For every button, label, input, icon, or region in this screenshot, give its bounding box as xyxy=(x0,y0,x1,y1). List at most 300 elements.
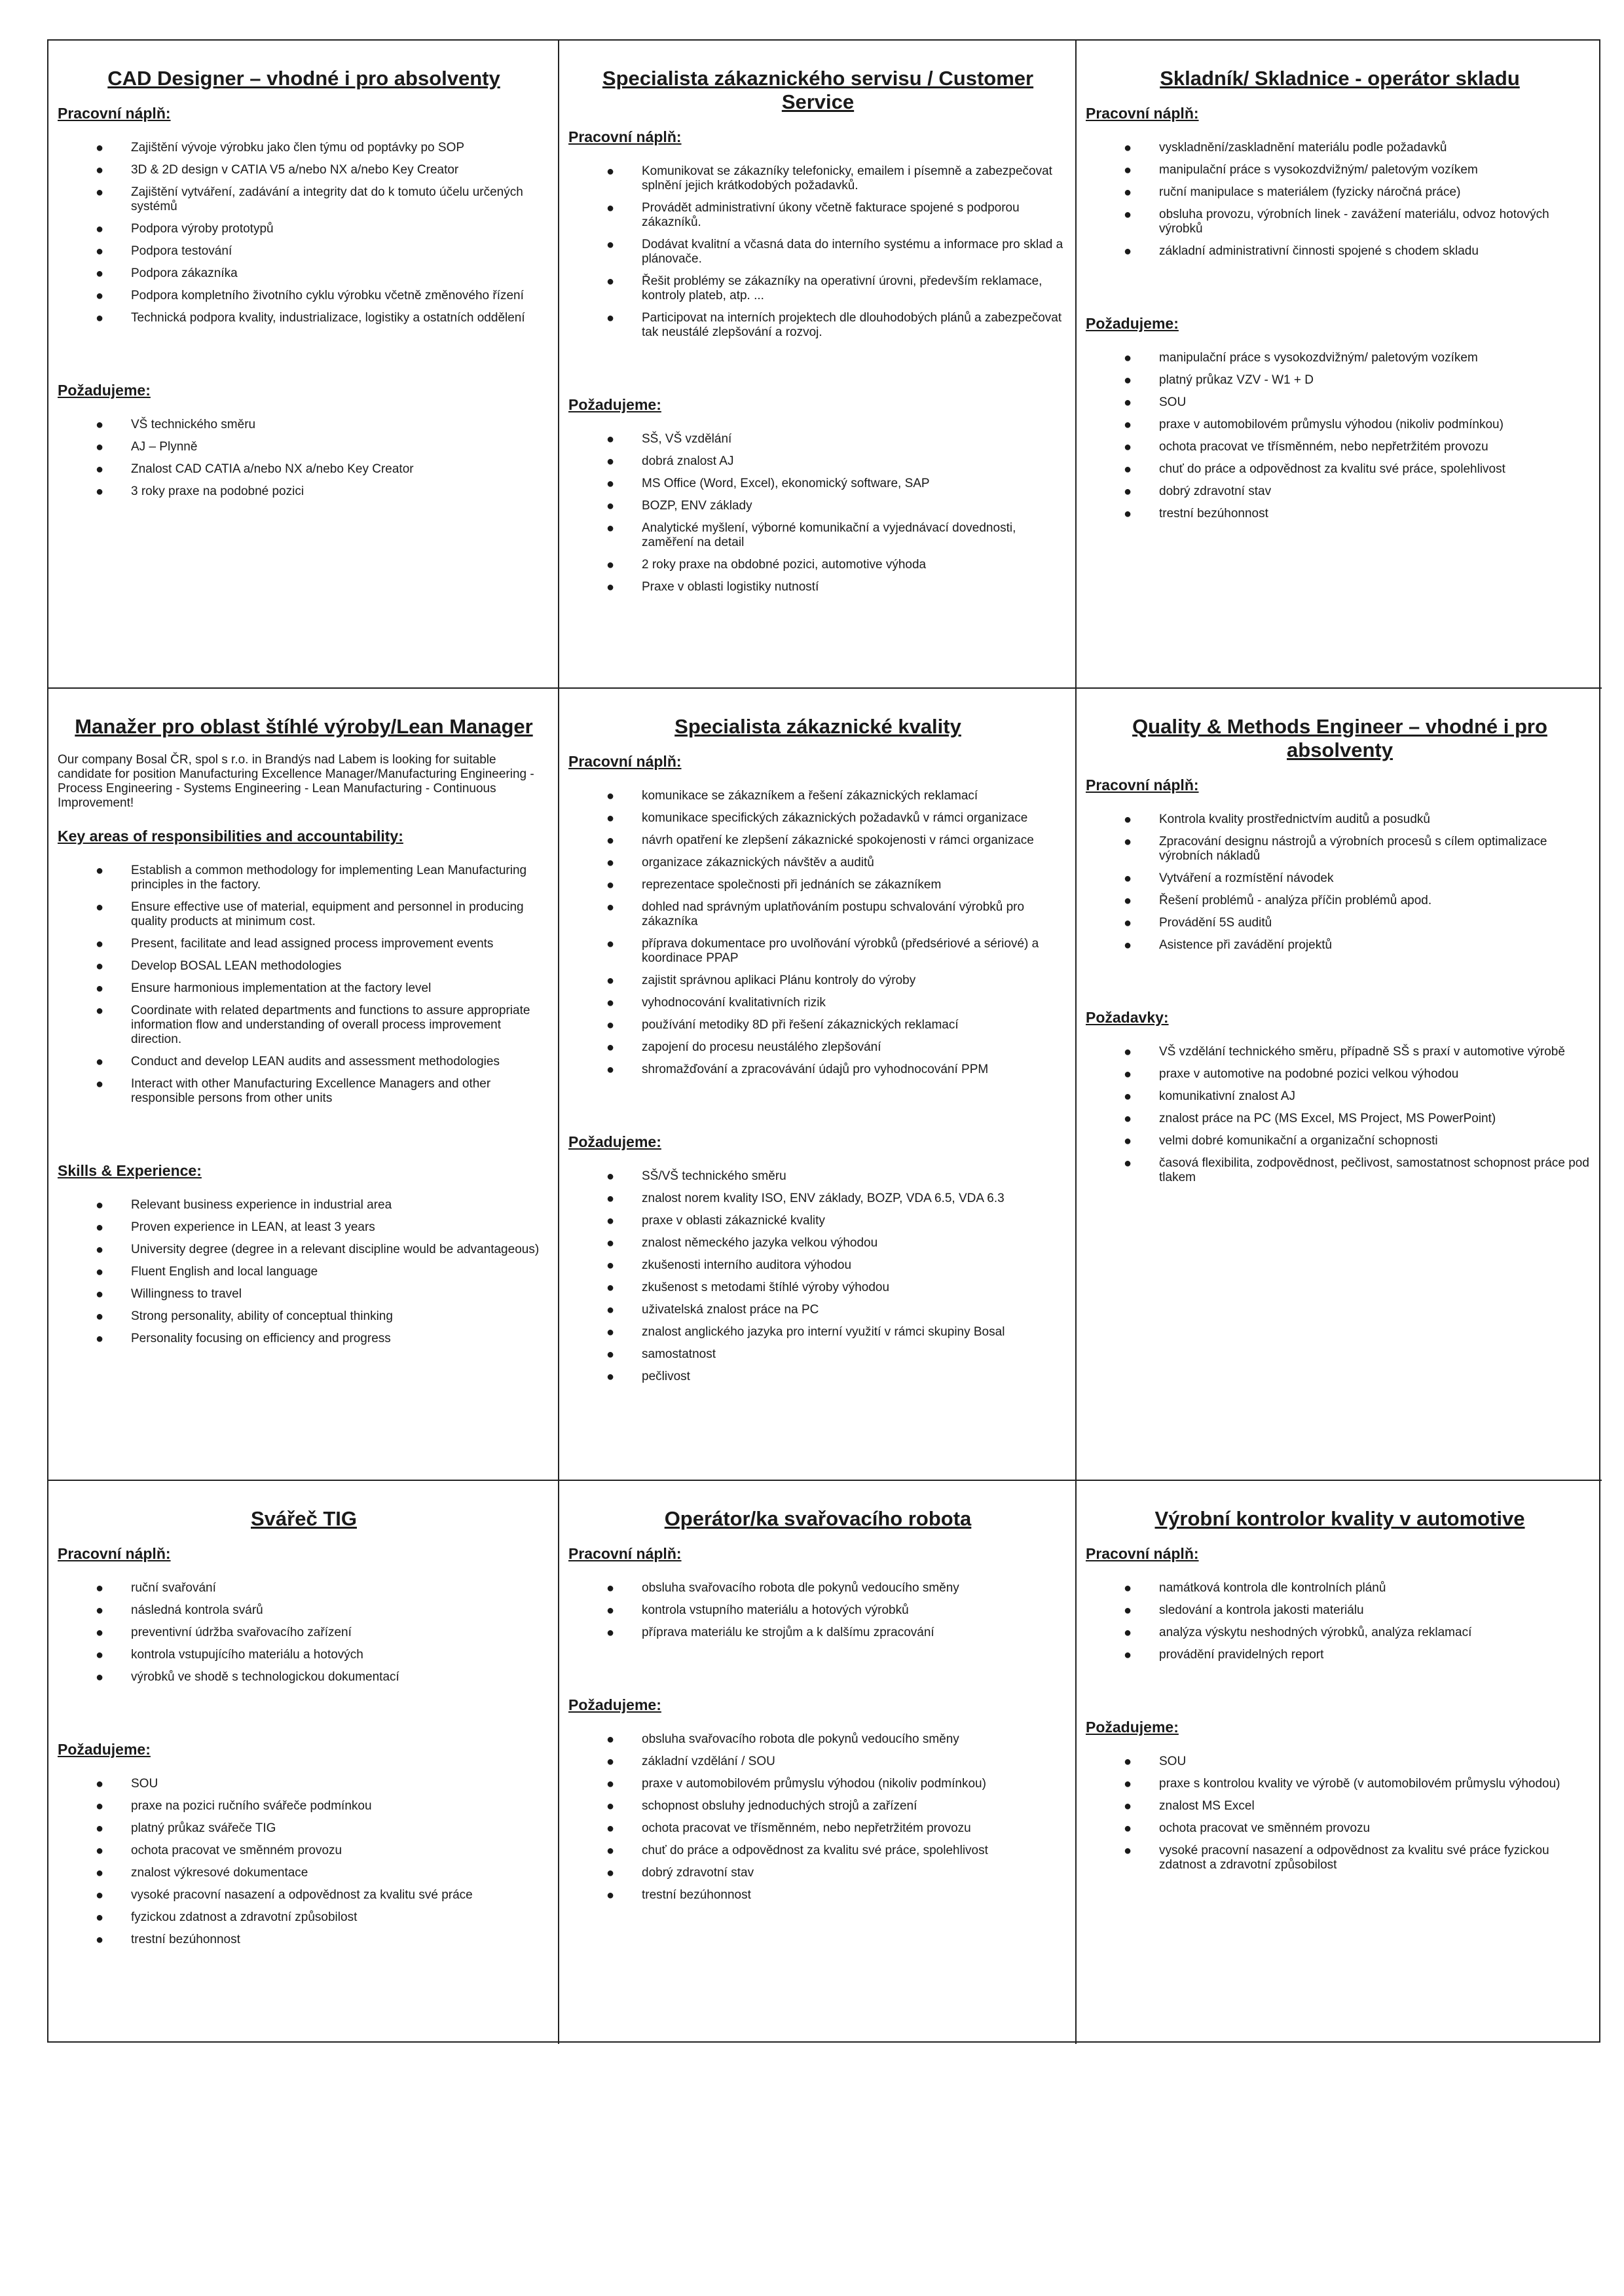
job-intro: Our company Bosal ČR, spol s r.o. in Brandýs nad Labem is looking for suitable candidate for position Manufacturing Excellence Manager/Manufacturing Engineering - Process Engineering - Systems Engineering - Lean Manufacturing - Continuous Improvement! xyxy=(58,753,534,810)
job-card xyxy=(48,1481,559,2044)
job-card xyxy=(559,689,1077,1481)
bullet-icon: ● xyxy=(96,1332,104,1346)
list-item-text: Podpora kompletního životního cyklu výrobku včetně změnového řízení xyxy=(131,289,524,302)
list-item-text: SOU xyxy=(1159,1755,1187,1768)
list-item-text: manipulační práce s vysokozdvižným/ paletovým vozíkem xyxy=(1159,163,1478,177)
section-list xyxy=(1086,1045,1594,1185)
list-item xyxy=(1086,507,1594,521)
list-item-text: dohled nad správným uplatňováním postupu schvalování výrobků pro zákazníka xyxy=(642,900,1025,928)
list-item xyxy=(58,1910,550,1925)
bullet-icon: ● xyxy=(96,1265,104,1279)
bullet-icon: ● xyxy=(606,1799,615,1813)
list-item-text: zkušenosti interního auditora výhodou xyxy=(642,1258,852,1272)
list-item-text: Conduct and develop LEAN audits and assessment methodologies xyxy=(131,1055,500,1068)
list-item-text: Coordinate with related departments and functions to assure appropriate information flow and understanding of overall process improvement direction. xyxy=(131,1004,530,1046)
bullet-icon: ● xyxy=(96,440,104,454)
list-item-text: velmi dobré komunikační a organizační schopnosti xyxy=(1159,1134,1438,1148)
job-card xyxy=(1077,689,1602,1481)
list-item xyxy=(58,1844,550,1858)
bullet-icon: ● xyxy=(1124,141,1132,155)
list-item xyxy=(568,521,1067,550)
list-item-text: reprezentace společnosti při jednáních se zákazníkem xyxy=(642,878,942,892)
list-item-text: používání metodiky 8D při řešení zákaznických reklamací xyxy=(642,1018,959,1032)
list-item xyxy=(568,996,1067,1010)
list-item xyxy=(568,1821,1067,1836)
bullet-icon: ● xyxy=(1124,1755,1132,1769)
job-card xyxy=(48,689,559,1481)
list-item xyxy=(58,1220,550,1235)
bullet-icon: ● xyxy=(1124,373,1132,388)
list-item xyxy=(568,1347,1067,1362)
list-item xyxy=(1086,812,1594,827)
section-heading: Key areas of responsibilities and accountability: xyxy=(58,828,403,845)
section-list xyxy=(1086,1755,1594,1872)
job-card xyxy=(1077,1481,1602,2044)
spacer xyxy=(568,1095,1067,1121)
list-item-text: Ensure harmonious implementation at the factory level xyxy=(131,981,432,995)
bullet-icon: ● xyxy=(96,1198,104,1212)
list-item-text: namátková kontrola dle kontrolních plánů xyxy=(1159,1581,1386,1595)
bullet-icon: ● xyxy=(606,558,615,572)
bullet-icon: ● xyxy=(1124,208,1132,222)
list-item-text: manipulační práce s vysokozdvižným/ paletovým vozíkem xyxy=(1159,351,1478,365)
list-item xyxy=(568,580,1067,594)
list-item xyxy=(58,1777,550,1791)
bullet-icon: ● xyxy=(606,789,615,803)
list-item-text: ochota pracovat ve třísměnném, nebo nepřetržitém provozu xyxy=(642,1821,971,1835)
list-item xyxy=(1086,1626,1594,1640)
bullet-icon: ● xyxy=(606,974,615,988)
bullet-icon: ● xyxy=(1124,163,1132,177)
list-item xyxy=(1086,440,1594,454)
section-list xyxy=(1086,812,1594,953)
list-item xyxy=(58,937,550,951)
list-item-text: příprava materiálu ke strojům a k dalšímu zpracování xyxy=(642,1626,934,1639)
list-item-text: Asistence při zavádění projektů xyxy=(1159,938,1333,952)
bullet-icon: ● xyxy=(606,1370,615,1384)
list-item-text: Establish a common methodology for implementing Lean Manufacturing principles in the factory. xyxy=(131,864,527,892)
list-item-text: provádění pravidelných report xyxy=(1159,1648,1324,1662)
bullet-icon: ● xyxy=(606,1325,615,1339)
bullet-icon: ● xyxy=(606,1603,615,1618)
list-item xyxy=(1086,141,1594,155)
bullet-icon: ● xyxy=(96,462,104,477)
list-item-text: ochota pracovat ve směnném provozu xyxy=(1159,1821,1371,1835)
list-item xyxy=(58,1888,550,1903)
bullet-icon: ● xyxy=(1124,1581,1132,1595)
list-item-text: dobrý zdravotní stav xyxy=(642,1866,754,1880)
list-item xyxy=(1086,185,1594,200)
list-item xyxy=(1086,938,1594,953)
section-list xyxy=(1086,351,1594,521)
job-card xyxy=(559,41,1077,689)
list-item xyxy=(568,1325,1067,1339)
bullet-icon: ● xyxy=(96,1220,104,1235)
list-item xyxy=(568,1018,1067,1032)
bullet-icon: ● xyxy=(606,1347,615,1362)
list-item xyxy=(568,164,1067,193)
list-item xyxy=(1086,373,1594,388)
list-item-text: Fluent English and local language xyxy=(131,1265,318,1279)
list-item-text: praxe v oblasti zákaznické kvality xyxy=(642,1214,825,1228)
list-item-text: praxe na pozici ručního svářeče podmínkou xyxy=(131,1799,372,1813)
bullet-icon: ● xyxy=(606,1303,615,1317)
job-title: Výrobní kontrolor kvality v automotive xyxy=(1154,1507,1525,1530)
list-item-text: vysoké pracovní nasazení a odpovědnost za kvalitu své práce xyxy=(131,1888,473,1902)
bullet-icon: ● xyxy=(1124,871,1132,886)
list-item-text: Kontrola kvality prostřednictvím auditů a posudků xyxy=(1159,812,1430,826)
list-item-text: chuť do práce a odpovědnost za kvalitu své práce, spolehlivost xyxy=(1159,462,1505,476)
list-item xyxy=(568,454,1067,469)
bullet-icon: ● xyxy=(606,1192,615,1206)
list-item xyxy=(58,1648,550,1662)
section-heading: Pracovní náplň: xyxy=(58,1545,171,1562)
list-item xyxy=(58,418,550,432)
section-heading: Požadujeme: xyxy=(58,1741,151,1758)
list-item-text: časová flexibilita, zodpovědnost, pečlivost, samostatnost schopnost práce pod tlakem xyxy=(1159,1156,1589,1184)
list-item xyxy=(58,1670,550,1685)
list-item-text: SOU xyxy=(1159,395,1187,409)
list-item-text: Strong personality, ability of conceptual thinking xyxy=(131,1309,393,1323)
list-item xyxy=(58,244,550,259)
list-item xyxy=(1086,395,1594,410)
spacer xyxy=(58,1703,550,1729)
bullet-icon: ● xyxy=(606,1626,615,1640)
bullet-icon: ● xyxy=(606,1821,615,1836)
section-heading: Pracovní náplň: xyxy=(1086,1545,1199,1562)
bullet-icon: ● xyxy=(1124,462,1132,477)
list-item xyxy=(1086,418,1594,432)
bullet-icon: ● xyxy=(606,1063,615,1077)
list-item-text: organizace zákaznických návštěv a auditů xyxy=(642,856,874,869)
section-heading: Požadujeme: xyxy=(1086,315,1179,332)
bullet-icon: ● xyxy=(1124,1156,1132,1171)
list-item xyxy=(568,1581,1067,1595)
list-item-text: znalost německého jazyka velkou výhodou xyxy=(642,1236,878,1250)
list-item-text: dobrý zdravotní stav xyxy=(1159,484,1272,498)
list-item-text: znalost práce na PC (MS Excel, MS Project, MS PowerPoint) xyxy=(1159,1112,1496,1125)
section-list xyxy=(568,1581,1067,1640)
list-item-text: analýza výskytu neshodných výrobků, analýza reklamací xyxy=(1159,1626,1472,1639)
bullet-icon: ● xyxy=(96,222,104,236)
bullet-icon: ● xyxy=(606,201,615,215)
list-item-text: kontrola vstupního materiálu a hotových výrobků xyxy=(642,1603,909,1617)
list-item-text: Provádění 5S auditů xyxy=(1159,916,1272,930)
list-item-text: zapojení do procesu neustálého zlepšování xyxy=(642,1040,881,1054)
list-item xyxy=(568,856,1067,870)
list-item-text: Analytické myšlení, výborné komunikační a vyjednávací dovednosti, zaměření na detail xyxy=(642,521,1016,549)
bullet-icon: ● xyxy=(96,289,104,303)
list-item xyxy=(568,833,1067,848)
list-item xyxy=(1086,1755,1594,1769)
section-list xyxy=(568,1169,1067,1384)
list-item xyxy=(568,274,1067,303)
list-item xyxy=(58,1799,550,1813)
list-item-text: samostatnost xyxy=(642,1347,716,1361)
list-item-text: praxe s kontrolou kvality ve výrobě (v automobilovém průmyslu výhodou) xyxy=(1159,1777,1560,1791)
bullet-icon: ● xyxy=(606,311,615,325)
job-title: Specialista zákaznického servisu / Customer Service xyxy=(602,67,1034,113)
list-item-text: Podpora výroby prototypů xyxy=(131,222,274,236)
list-item-text: ochota pracovat ve třísměnném, nebo nepřetržitém provozu xyxy=(1159,440,1488,454)
list-item xyxy=(58,1332,550,1346)
bullet-icon: ● xyxy=(606,996,615,1010)
bullet-icon: ● xyxy=(606,499,615,513)
list-item-text: Provádět administrativní úkony včetně fakturace spojené s podporou zákazníků. xyxy=(642,201,1020,229)
list-item-text: komunikace specifických zákaznických požadavků v rámci organizace xyxy=(642,811,1028,825)
bullet-icon: ● xyxy=(1124,812,1132,827)
spacer xyxy=(568,1658,1067,1685)
list-item xyxy=(568,974,1067,988)
list-item xyxy=(58,1581,550,1595)
bullet-icon: ● xyxy=(606,1236,615,1250)
list-item-text: návrh opatření ke zlepšení zákaznické spokojenosti v rámci organizace xyxy=(642,833,1034,847)
list-item-text: 2 roky praxe na obdobné pozici, automotive výhoda xyxy=(642,558,927,572)
bullet-icon: ● xyxy=(1124,507,1132,521)
job-card xyxy=(559,1481,1077,2044)
bullet-icon: ● xyxy=(96,1077,104,1091)
section-list xyxy=(568,432,1067,594)
list-item-text: Develop BOSAL LEAN methodologies xyxy=(131,959,342,973)
section-heading: Požadujeme: xyxy=(568,1133,661,1150)
bullet-icon: ● xyxy=(606,1581,615,1595)
list-item-text: platný průkaz svářeče TIG xyxy=(131,1821,276,1835)
bullet-icon: ● xyxy=(96,418,104,432)
list-item-text: Podpora zákazníka xyxy=(131,266,238,280)
list-item xyxy=(1086,1799,1594,1813)
bullet-icon: ● xyxy=(96,864,104,878)
bullet-icon: ● xyxy=(96,1799,104,1813)
bullet-icon: ● xyxy=(606,1018,615,1032)
list-item-text: praxe v automotive na podobné pozici velkou výhodou xyxy=(1159,1067,1459,1081)
list-item xyxy=(1086,1821,1594,1836)
bullet-icon: ● xyxy=(1124,395,1132,410)
list-item xyxy=(58,900,550,929)
list-item xyxy=(568,1063,1067,1077)
bullet-icon: ● xyxy=(1124,1626,1132,1640)
spacer xyxy=(1086,277,1594,303)
section-heading: Pracovní náplň: xyxy=(568,128,682,145)
bullet-icon: ● xyxy=(606,937,615,951)
section-list xyxy=(568,164,1067,340)
section-heading: Pracovní náplň: xyxy=(58,105,171,122)
list-item xyxy=(568,811,1067,826)
list-item-text: 3D & 2D design v CATIA V5 a/nebo NX a/nebo Key Creator xyxy=(131,163,459,177)
bullet-icon: ● xyxy=(1124,1134,1132,1148)
list-item xyxy=(568,1214,1067,1228)
list-item xyxy=(58,311,550,325)
bullet-icon: ● xyxy=(606,1214,615,1228)
list-item-text: SŠ/VŠ technického směru xyxy=(642,1169,786,1183)
bullet-icon: ● xyxy=(96,937,104,951)
bullet-icon: ● xyxy=(96,1287,104,1302)
bullet-icon: ● xyxy=(606,1732,615,1747)
section-heading: Požadujeme: xyxy=(1086,1719,1179,1736)
section-list xyxy=(1086,141,1594,259)
bullet-icon: ● xyxy=(96,1243,104,1257)
section-heading: Pracovní náplň: xyxy=(568,1545,682,1562)
list-item xyxy=(58,289,550,303)
list-item-text: znalost MS Excel xyxy=(1159,1799,1255,1813)
list-item xyxy=(568,1844,1067,1858)
list-item-text: Willingness to travel xyxy=(131,1287,242,1301)
bullet-icon: ● xyxy=(1124,1799,1132,1813)
list-item xyxy=(1086,244,1594,259)
list-item-text: Řešit problémy se zákazníky na operativní úrovni, především reklamace, kontroly plateb, atp. ... xyxy=(642,274,1043,302)
list-item xyxy=(1086,208,1594,236)
bullet-icon: ● xyxy=(96,1933,104,1947)
list-item xyxy=(58,864,550,892)
list-item-text: Znalost CAD CATIA a/nebo NX a/nebo Key Creator xyxy=(131,462,414,476)
list-item-text: zajistit správnou aplikaci Plánu kontroly do výroby xyxy=(642,974,916,987)
list-item xyxy=(1086,1581,1594,1595)
list-item xyxy=(58,1198,550,1212)
bullet-icon: ● xyxy=(96,1055,104,1069)
list-item xyxy=(568,789,1067,803)
list-item-text: Podpora testování xyxy=(131,244,232,258)
list-item xyxy=(58,1243,550,1257)
bullet-icon: ● xyxy=(1124,894,1132,908)
list-item-text: AJ – Plynně xyxy=(131,440,198,454)
bullet-icon: ● xyxy=(1124,1821,1132,1836)
bullet-icon: ● xyxy=(1124,938,1132,953)
bullet-icon: ● xyxy=(1124,484,1132,499)
list-item xyxy=(58,462,550,477)
list-item-text: praxe v automobilovém průmyslu výhodou (nikoliv podmínkou) xyxy=(642,1777,986,1791)
list-item xyxy=(568,900,1067,929)
list-item xyxy=(1086,1156,1594,1185)
list-item xyxy=(568,311,1067,340)
list-item-text: obsluha svařovacího robota dle pokynů vedoucího směny xyxy=(642,1581,959,1595)
list-item-text: pečlivost xyxy=(642,1370,690,1383)
bullet-icon: ● xyxy=(606,1040,615,1055)
section-heading: Pracovní náplň: xyxy=(568,753,682,770)
list-item xyxy=(1086,462,1594,477)
bullet-icon: ● xyxy=(1124,185,1132,200)
bullet-icon: ● xyxy=(606,1866,615,1880)
bullet-icon: ● xyxy=(96,163,104,177)
bullet-icon: ● xyxy=(96,1670,104,1685)
bullet-icon: ● xyxy=(96,266,104,281)
list-item-text: SŠ, VŠ vzdělání xyxy=(642,432,732,446)
list-item-text: 3 roky praxe na podobné pozici xyxy=(131,484,304,498)
list-item-text: preventivní údržba svařovacího zařízení xyxy=(131,1626,352,1639)
bullet-icon: ● xyxy=(606,1777,615,1791)
bullet-icon: ● xyxy=(1124,1067,1132,1082)
list-item-text: Interact with other Manufacturing Excellence Managers and other responsible persons from other units xyxy=(131,1077,491,1105)
list-item xyxy=(1086,351,1594,365)
bullet-icon: ● xyxy=(96,1821,104,1836)
section-list xyxy=(58,1581,550,1685)
list-item-text: Zajištění vytváření, zadávání a integrity dat do k tomuto účelu určených systémů xyxy=(131,185,523,213)
job-listings-grid xyxy=(47,39,1600,2043)
list-item xyxy=(568,1866,1067,1880)
bullet-icon: ● xyxy=(1124,1844,1132,1858)
bullet-icon: ● xyxy=(606,1844,615,1858)
list-item xyxy=(1086,163,1594,177)
list-item xyxy=(1086,484,1594,499)
list-item-text: SOU xyxy=(131,1777,158,1791)
list-item xyxy=(58,1077,550,1106)
bullet-icon: ● xyxy=(606,833,615,848)
section-list xyxy=(58,864,550,1106)
job-title: Quality & Methods Engineer – vhodné i pro absolventy xyxy=(1132,715,1547,761)
list-item-text: znalost norem kvality ISO, ENV základy, BOZP, VDA 6.5, VDA 6.3 xyxy=(642,1192,1005,1205)
bullet-icon: ● xyxy=(606,238,615,252)
list-item-text: komunikace se zákazníkem a řešení zákaznických reklamací xyxy=(642,789,978,803)
bullet-icon: ● xyxy=(606,1169,615,1184)
list-item-text: Personality focusing on efficiency and progress xyxy=(131,1332,391,1345)
list-item-text: vyhodnocování kvalitativních rizik xyxy=(642,996,826,1010)
job-card xyxy=(48,41,559,689)
section-heading: Požadujeme: xyxy=(568,396,661,413)
list-item-text: výrobků ve shodě s technologickou dokumentací xyxy=(131,1670,399,1684)
bullet-icon: ● xyxy=(606,1755,615,1769)
list-item-text: sledování a kontrola jakosti materiálu xyxy=(1159,1603,1364,1617)
section-list xyxy=(58,141,550,325)
list-item-text: dobrá znalost AJ xyxy=(642,454,734,468)
list-item-text: schopnost obsluhy jednoduchých strojů a zařízení xyxy=(642,1799,917,1813)
list-item xyxy=(568,878,1067,892)
list-item xyxy=(568,1732,1067,1747)
list-item-text: základní vzdělání / SOU xyxy=(642,1755,775,1768)
bullet-icon: ● xyxy=(606,811,615,826)
list-item xyxy=(1086,1844,1594,1872)
list-item xyxy=(58,440,550,454)
bullet-icon: ● xyxy=(96,1309,104,1324)
bullet-icon: ● xyxy=(1124,244,1132,259)
bullet-icon: ● xyxy=(1124,1603,1132,1618)
list-item xyxy=(1086,1777,1594,1791)
list-item-text: VŠ technického směru xyxy=(131,418,256,431)
bullet-icon: ● xyxy=(96,1626,104,1640)
list-item xyxy=(1086,1089,1594,1104)
list-item xyxy=(58,266,550,281)
list-item xyxy=(1086,1648,1594,1662)
list-item-text: BOZP, ENV základy xyxy=(642,499,752,513)
list-item-text: University degree (degree in a relevant discipline would be advantageous) xyxy=(131,1243,540,1256)
list-item xyxy=(568,1258,1067,1273)
bullet-icon: ● xyxy=(1124,1112,1132,1126)
bullet-icon: ● xyxy=(606,432,615,446)
section-list xyxy=(1086,1581,1594,1662)
list-item xyxy=(568,1626,1067,1640)
bullet-icon: ● xyxy=(606,521,615,536)
list-item-text: Technická podpora kvality, industrializace, logistiky a ostatních oddělení xyxy=(131,311,525,325)
list-item xyxy=(568,477,1067,491)
list-item-text: Zajištění vývoje výrobku jako člen týmu od poptávky po SOP xyxy=(131,141,465,155)
list-item xyxy=(58,1309,550,1324)
list-item xyxy=(568,1281,1067,1295)
list-item xyxy=(58,959,550,974)
bullet-icon: ● xyxy=(606,1258,615,1273)
bullet-icon: ● xyxy=(606,580,615,594)
job-title: Operátor/ka svařovacího robota xyxy=(664,1507,972,1530)
bullet-icon: ● xyxy=(96,1866,104,1880)
list-item-text: uživatelská znalost práce na PC xyxy=(642,1303,819,1317)
list-item xyxy=(568,1236,1067,1250)
list-item-text: chuť do práce a odpovědnost za kvalitu své práce, spolehlivost xyxy=(642,1844,988,1857)
list-item xyxy=(58,1287,550,1302)
list-item-text: Ensure effective use of material, equipment and personnel in producing quality products at minimum cost. xyxy=(131,900,524,928)
bullet-icon: ● xyxy=(606,900,615,915)
list-item xyxy=(1086,1134,1594,1148)
list-item xyxy=(568,1799,1067,1813)
spacer xyxy=(568,358,1067,384)
list-item-text: příprava dokumentace pro uvolňování výrobků (předsériové a sériové) a koordinace PPAP xyxy=(642,937,1039,965)
list-item xyxy=(58,185,550,214)
bullet-icon: ● xyxy=(606,477,615,491)
